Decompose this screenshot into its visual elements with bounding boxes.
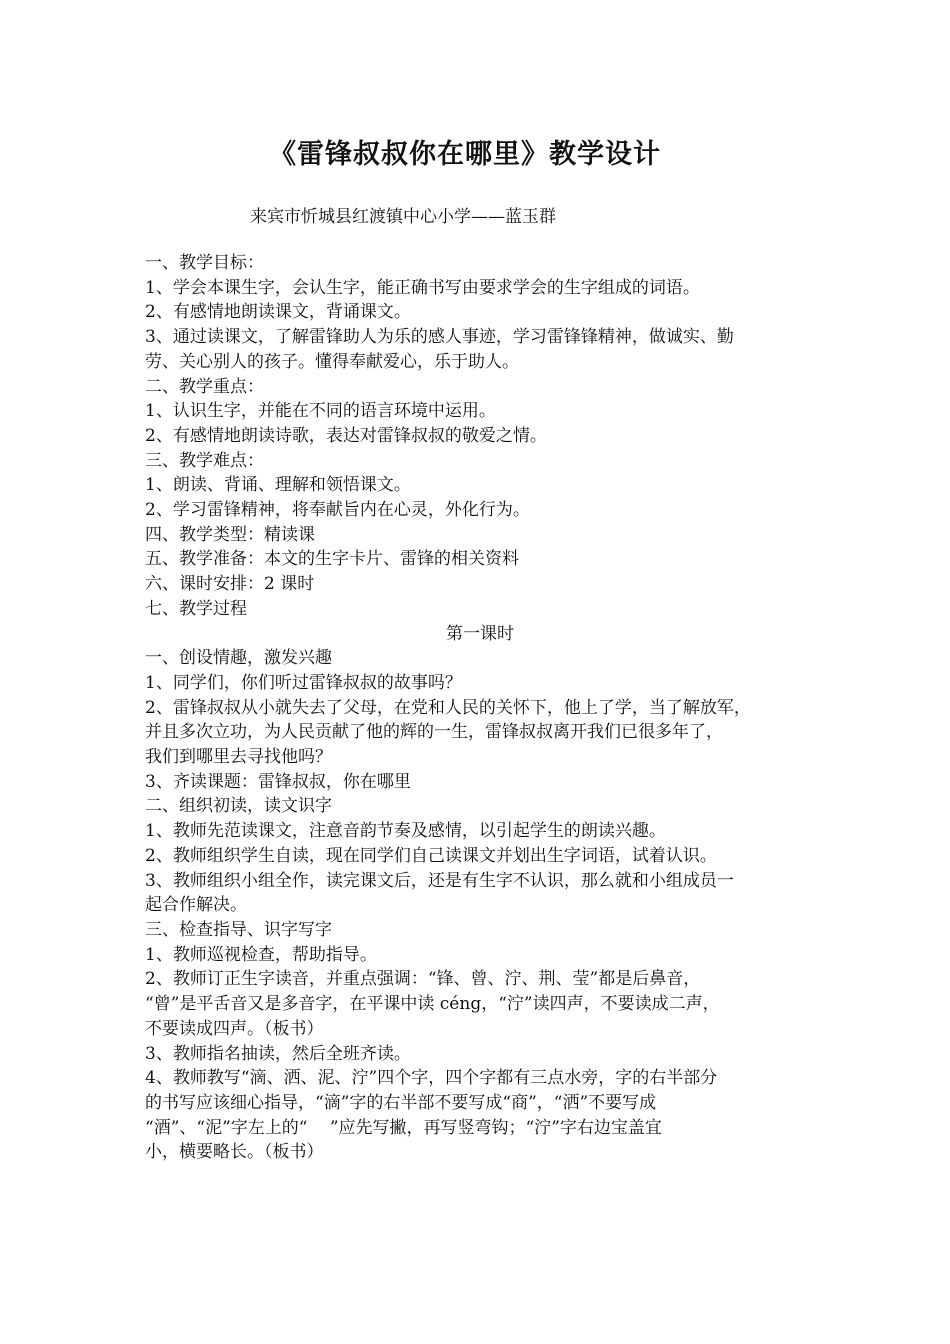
text-line: 1、教师巡视检查，帮助指导。 xyxy=(145,944,377,965)
text-line: 2、雷锋叔叔从小就失去了父母，在党和人民的关怀下，他上了学，当了解放军， xyxy=(145,697,751,718)
text-line: 三、教学难点： xyxy=(145,450,264,471)
text-line: 我们到哪里去寻找他吗？ xyxy=(145,747,332,768)
text-line: 小，横要略长。（板书） xyxy=(145,1142,324,1163)
document-title: 《雷锋叔叔你在哪里》教学设计 xyxy=(269,139,661,170)
section-heading: 第一课时 xyxy=(446,623,514,644)
text-line: 3、齐读课题：雷锋叔叔，你在哪里 xyxy=(145,771,411,792)
text-line: 2、有感情地朗读课文，背诵课文。 xyxy=(145,302,411,323)
text-line: 四、教学类型：精读课 xyxy=(145,524,315,545)
text-line: 2、教师组织学生自读，现在同学们自己读课文并划出生字词语，试着认识。 xyxy=(145,845,717,866)
text-line: 的书写应该细心指导，“滴”字的右半部不要写成“商”，“洒”不要写成 xyxy=(145,1092,657,1113)
text-line: 3、通过读课文，了解雷锋助人为乐的感人事迹，学习雷锋锋精神，做诚实、勤 xyxy=(145,327,734,348)
text-line: 1、同学们，你们听过雷锋叔叔的故事吗？ xyxy=(145,672,462,693)
text-line: 2、学习雷锋精神，将奉献旨内在心灵，外化行为。 xyxy=(145,500,530,521)
text-line: 3、教师组织小组全作，读完课文后，还是有生字不认识，那么就和小组成员一 xyxy=(145,870,734,891)
text-line: 2、教师订正生字读音，并重点强调：“锋、曾、泞、荆、莹”都是后鼻音， xyxy=(145,969,701,990)
text-line: “酒”、“泥”字左上的“ ”应先写撇，再写竖弯钩；“泞”字右边宝盖宜 xyxy=(145,1117,662,1138)
text-line: 起合作解决。 xyxy=(145,895,247,916)
author-line: 来宾市忻城县红渡镇中心小学——蓝玉群 xyxy=(250,207,556,227)
text-line: “曾”是平舌音又是多音字，在平课中读 céng，“泞”读四声，不要读成二声， xyxy=(145,994,720,1015)
text-line: 二、教学重点： xyxy=(145,376,264,397)
text-line: 1、朗读、背诵、理解和领悟课文。 xyxy=(145,475,411,496)
text-line: 二、组织初读，读文识字 xyxy=(145,796,332,817)
text-line: 1、认识生字，并能在不同的语言环境中运用。 xyxy=(145,401,496,422)
text-line: 1、教师先范读课文，注意音韵节奏及感情，以引起学生的朗读兴趣。 xyxy=(145,821,666,842)
text-line: 3、教师指名抽读，然后全班齐读。 xyxy=(145,1043,411,1064)
text-line: 劳、关心别人的孩子。懂得奉献爱心，乐于助人。 xyxy=(145,351,519,372)
text-line: 2、有感情地朗读诗歌，表达对雷锋叔叔的敬爱之情。 xyxy=(145,425,547,446)
text-line: 并且多次立功，为人民贡献了他的辉的一生，雷锋叔叔离开我们已很多年了， xyxy=(145,722,723,743)
text-line: 五、教学准备：本文的生字卡片、雷锋的相关资料 xyxy=(145,549,519,570)
text-line: 一、教学目标： xyxy=(145,253,264,273)
text-line: 1、学会本课生字，会认生字，能正确书写由要求学会的生字组成的词语。 xyxy=(145,277,700,298)
text-line: 不要读成四声。（板书） xyxy=(145,1018,324,1039)
text-line: 六、课时安排：2 课时 xyxy=(145,574,315,595)
text-line: 4、教师教写“滴、洒、泥、泞”四个字，四个字都有三点水旁，字的右半部分 xyxy=(145,1068,718,1089)
text-line: 七、教学过程 xyxy=(145,598,247,619)
text-line: 一、创设情趣，激发兴趣 xyxy=(145,648,332,669)
document-body xyxy=(145,251,815,1165)
text-line: 三、检查指导、识字写字 xyxy=(145,919,332,940)
